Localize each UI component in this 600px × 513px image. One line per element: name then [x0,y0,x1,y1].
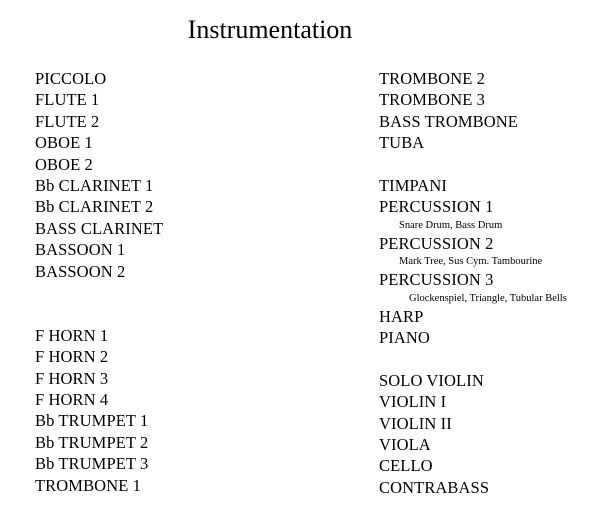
instrument-trumpet-2: Bb TRUMPET 2 [35,432,149,452]
instrument-trumpet-1: Bb TRUMPET 1 [35,411,149,431]
percussion-2-details: Mark Tree, Sus Cym. Tambourine [399,256,543,268]
instrument-tuba: TUBA [379,133,425,153]
instrument-contrabass: CONTRABASS [379,477,490,497]
instrument-trombone-2: TROMBONE 2 [379,69,485,88]
instrument-trumpet-3: Bb TRUMPET 3 [35,454,149,474]
instrument-horn-2: F HORN 2 [35,347,109,367]
instrument-percussion-1: PERCUSSION 1 [379,197,494,217]
instrument-list-left [35,68,163,496]
instrument-percussion-3: PERCUSSION 3 [379,270,494,290]
instrument-harp: HARP [379,306,424,326]
instrument-flute-2: FLUTE 2 [35,111,100,131]
percussion-3-details: Glockenspiel, Triangle, Tubular Bells [409,292,567,304]
instrument-violin-1: VIOLIN I [379,392,447,412]
section-spacer [379,348,567,369]
instrument-bassoon-2: BASSOON 2 [35,261,126,281]
instrument-cello: CELLO [379,456,433,476]
section-spacer [35,282,163,325]
instrument-flute-1: FLUTE 1 [35,90,100,110]
instrument-oboe-2: OBOE 2 [35,154,93,174]
instrument-oboe-1: OBOE 1 [35,133,93,153]
page-title: Instrumentation [187,15,353,44]
percussion-1-details: Snare Drum, Bass Drum [399,219,503,231]
instrument-trombone-3: TROMBONE 3 [379,90,485,110]
instrument-clarinet-2: Bb CLARINET 2 [35,197,154,217]
instrument-bass-clarinet: BASS CLARINET [35,218,164,238]
instrument-piccolo: PICCOLO [35,69,107,88]
instrument-list-right [379,68,567,498]
instrument-trombone-1: TROMBONE 1 [35,475,141,495]
instrument-horn-3: F HORN 3 [35,368,109,388]
instrument-percussion-2: PERCUSSION 2 [379,233,494,253]
instrument-bass-trombone: BASS TROMBONE [379,111,518,131]
instrument-violin-2: VIOLIN II [379,413,452,433]
section-spacer [379,154,567,175]
instrument-piano: PIANO [379,328,430,348]
instrument-timpani: TIMPANI [379,176,447,196]
instrument-horn-4: F HORN 4 [35,390,109,410]
instrument-clarinet-1: Bb CLARINET 1 [35,176,154,196]
instrument-bassoon-1: BASSOON 1 [35,240,126,260]
instrument-horn-1: F HORN 1 [35,325,109,345]
instrument-solo-violin: SOLO VIOLIN [379,370,484,390]
instrument-viola: VIOLA [379,435,431,455]
